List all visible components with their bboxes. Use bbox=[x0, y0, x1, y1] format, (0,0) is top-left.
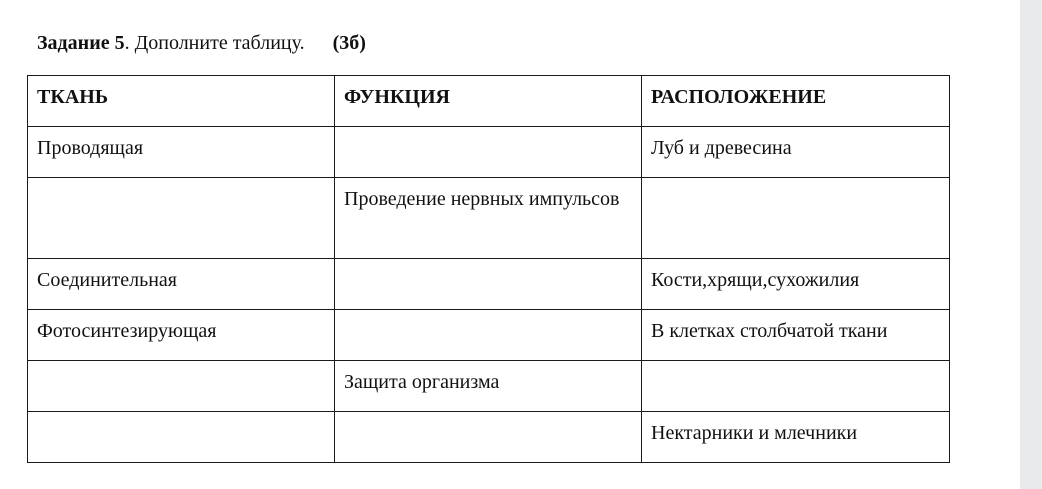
cell-tissue bbox=[28, 178, 335, 259]
cell-function: Защита организма bbox=[335, 361, 642, 412]
tissue-table bbox=[27, 75, 950, 463]
table-row bbox=[28, 178, 950, 259]
cell-location bbox=[642, 361, 950, 412]
cell-function bbox=[335, 259, 642, 310]
table-header-row bbox=[28, 76, 950, 127]
cell-location: Кости,хрящи,сухожилия bbox=[642, 259, 950, 310]
viewer-scroll-gutter bbox=[1020, 0, 1042, 489]
cell-location bbox=[642, 178, 950, 259]
cell-function bbox=[335, 412, 642, 463]
cell-function bbox=[335, 310, 642, 361]
cell-location: Нектарники и млечники bbox=[642, 412, 950, 463]
table-row bbox=[28, 310, 950, 361]
table-row bbox=[28, 127, 950, 178]
task-points: (3б) bbox=[332, 32, 366, 54]
cell-location: Луб и древесина bbox=[642, 127, 950, 178]
table-row bbox=[28, 259, 950, 310]
cell-function bbox=[335, 127, 642, 178]
cell-tissue: Соединительная bbox=[28, 259, 335, 310]
task-number: Задание 5 bbox=[37, 32, 125, 54]
table-row bbox=[28, 412, 950, 463]
cell-tissue: Фотосинтезирующая bbox=[28, 310, 335, 361]
header-location: РАСПОЛОЖЕНИЕ bbox=[642, 76, 950, 127]
header-tissue: ТКАНЬ bbox=[28, 76, 335, 127]
task-instruction: . Дополните таблицу. bbox=[124, 32, 305, 54]
task-heading bbox=[37, 30, 366, 56]
cell-tissue bbox=[28, 361, 335, 412]
cell-function: Проведение нервных импульсов bbox=[335, 178, 642, 259]
cell-location: В клетках столбчатой ткани bbox=[642, 310, 950, 361]
table-row bbox=[28, 361, 950, 412]
header-function: ФУНКЦИЯ bbox=[335, 76, 642, 127]
cell-tissue: Проводящая bbox=[28, 127, 335, 178]
cell-tissue bbox=[28, 412, 335, 463]
